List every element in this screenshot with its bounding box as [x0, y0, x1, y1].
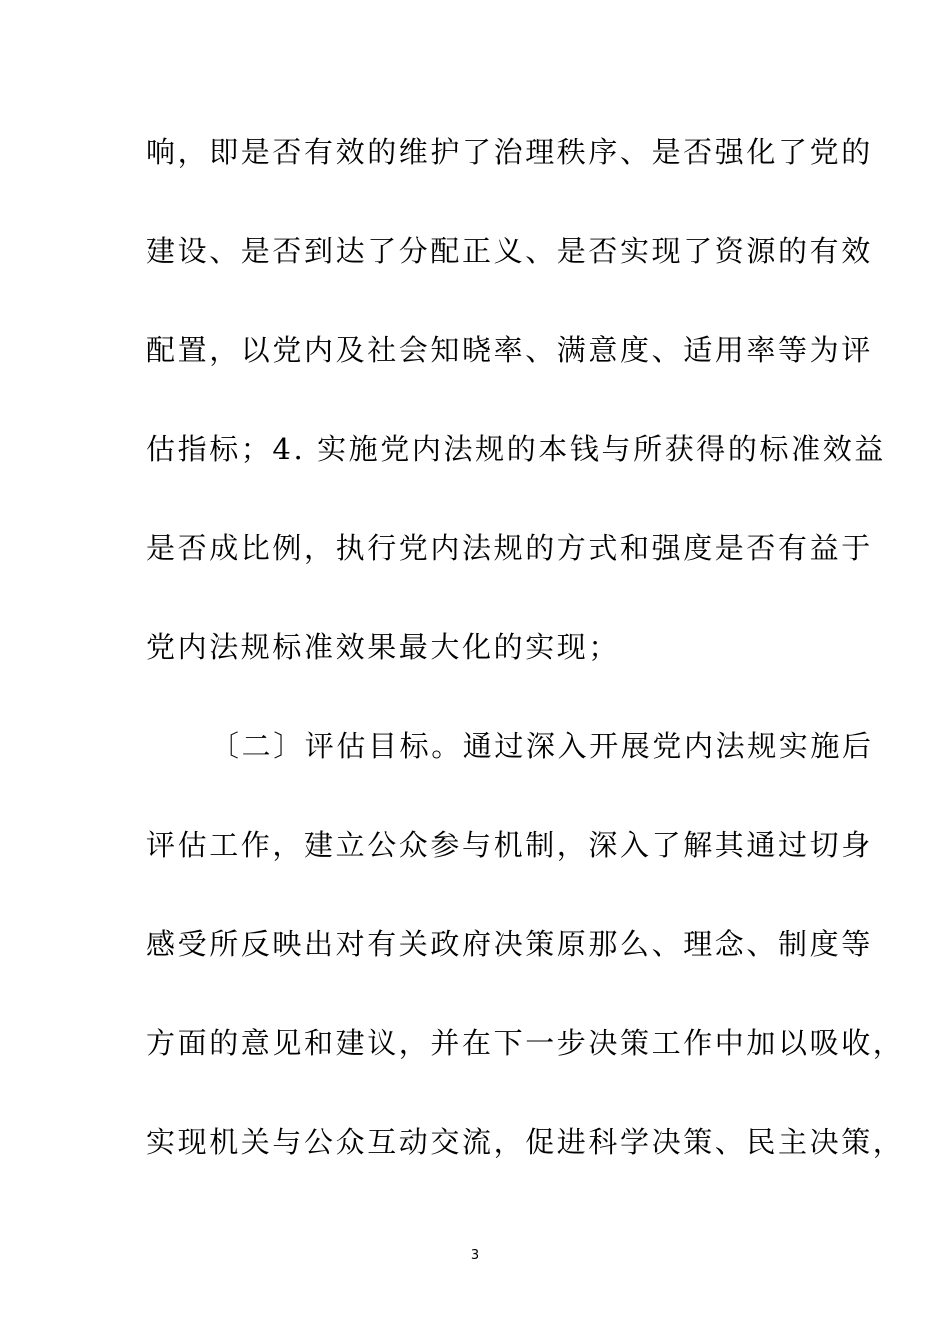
section-heading-line: 〔二〕评估目标。通过深入开展党内法规实施后: [210, 729, 874, 763]
text-line: 感受所反映出对有关政府决策原那么、理念、制度等: [146, 927, 873, 961]
text-line: 实现机关与公众互动交流，促进科学决策、民主决策，: [146, 1125, 905, 1159]
text-line: 响，即是否有效的维护了治理秩序、是否强化了党的: [146, 135, 873, 169]
text-line: 是否成比例，执行党内法规的方式和强度是否有益于: [146, 531, 873, 565]
text-line: 党内法规标准效果最大化的实现；: [146, 630, 621, 664]
text-line: 评估工作，建立公众参与机制，深入了解其通过切身: [146, 828, 873, 862]
body-text: [146, 124, 905, 1213]
text-line: 配置，以党内及社会知晓率、满意度、适用率等为评: [146, 333, 873, 367]
text-line: 估指标；4. 实施党内法规的本钱与所获得的标准效益: [146, 432, 886, 466]
text-line: 建设、是否到达了分配正义、是否实现了资源的有效: [146, 234, 873, 268]
page-number: 3: [470, 1248, 480, 1263]
text-line: 方面的意见和建议，并在下一步决策工作中加以吸收，: [146, 1026, 905, 1060]
